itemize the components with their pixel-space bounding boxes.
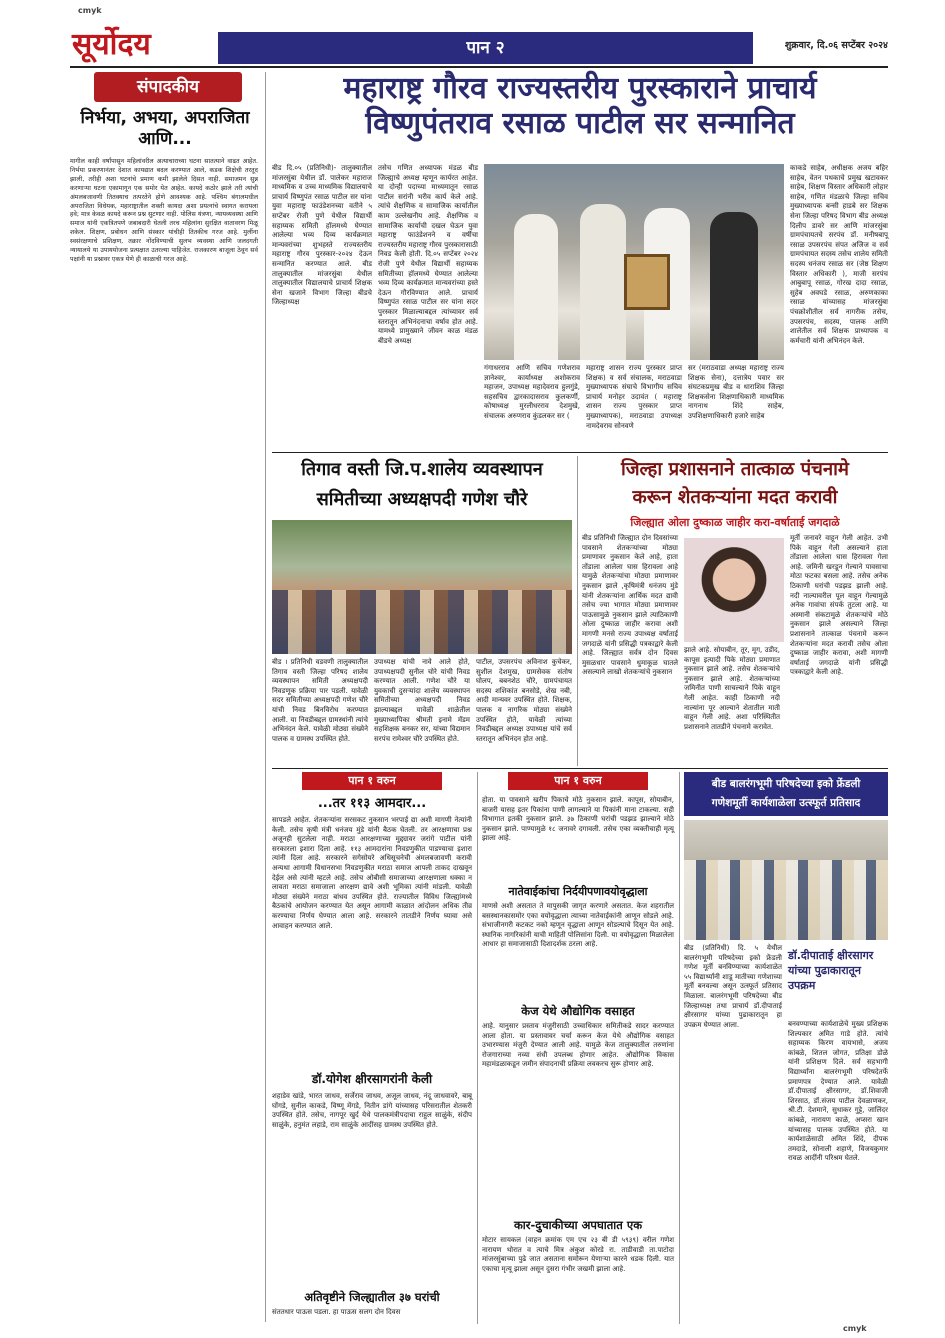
continuation-story-1 [272, 772, 475, 1324]
cont2-subheadline-1: नातेवाईकांचा निर्दयीपणावयोवृद्धाला [508, 885, 648, 898]
newspaper-logo: सूर्योदय [72, 27, 151, 62]
lead-column-1: बीड दि.०५ (प्रतिनिधी)- तालुक्यातील मांजरसुंबा येथील डॉ. पालेकर महाराज माध्यमिक व उच्च माध्यमिक विद्यालयाचे प्राचार्य विष्णुपंत रसाळ पाटील सर यांना युवा महाराष्ट्र फाउंडेशनच्या वतीने ५ सप्टेंबर रोजी पुणे येथील विद्यार्थी सहाय्यक समिती हॉलमध्ये घेण्यात आलेल्या भव्य दिव्य कार्यक्रमात मान्यवरांच्या शुभहस्ते राज्यस्तरीय महाराष्ट्र गौरव पुरस्कार-२०२४ देऊन सन्मानित करण्यात आले. बीड तालुक्यातील मांजरसुंबा येथील तालुक्यातील विद्यालयाचे प्राचार्य शिक्षक सेना खजाने विभाग जिल्हा बीडचे जिल्हाध्यक्ष [272, 164, 375, 307]
lead-headline-line-2: विष्णुपंतराव रसाळ पाटील सर सन्मानित [365, 106, 795, 141]
photo-crowd [272, 590, 572, 654]
continuation-tag: पान १ वरुन [302, 772, 442, 790]
cont1-divider [477, 772, 478, 1324]
school-committee-story [272, 456, 575, 766]
cont2-subheadline-2: केज येथे औद्योगिक वसाहत [521, 1004, 635, 1018]
lead-story [272, 71, 891, 460]
photo-children [684, 860, 888, 940]
lead-headline-line-1: महाराष्ट्र गौरव राज्यस्तरीय पुरस्काराने प्राचार्य [343, 71, 817, 106]
cont1-subbody-1: शहाडेव खांडे, भारत जाधव, सर्जेराव जाधव, अजूल जाधव, नंदू जाधवावरे, बाबू घोंगडे, सुनील काकडे, विष्णू मेंगडे, नितीन डांगे यांच्यासह परिसरातील शेतकरी उपस्थित होते. तसेच, नागपूर खुर्द येथे पालकमंत्रीपदाचा राहुल साळुंके, संदीप साळुंके, हनुमंत लहाडे, राम साळुंके आदींसह ग्रामस्थ उपस्थित होते. [272, 1092, 475, 1129]
editorial-body: मागील काही वर्षांपासून महिलांवरील अत्याचाराच्या घटना सातत्याने वाढत आहेत. निर्भया प्रकरणानंतर देशात कायद्यात बदल करण्यात आले, कडक शिक्षेची तरतूद झाली, तरीही अशा घटनांचे प्रमाण कमी झालेले दिसत नाही. समाजमन सुन्न करणाऱ्या घटना एकामागून एक समोर येत आहेत. कायदे कठोर झाले तरी त्यांची अंमलबजावणी तितक्याच तत्परतेने होणे आवश्यक आहे. पश्चिम बंगालमधील अपराजिता विधेयक, महाराष्ट्रातील शक्ती कायदा अशा प्रयत्नांचे स्वागत करायला हवे; मात्र केवळ कायदे करून प्रश्न सुटणार नाही. पोलिस यंत्रणा, न्यायव्यवस्था आणि समाज यांनी एकत्रितपणे जबाबदारी घेतली तरच महिलांना सुरक्षित वातावरण मिळू शकेल. शिक्षण, प्रबोधन आणि संस्कार यांचीही तितकीच गरज आहे. मुलींना स्वसंरक्षणाचे प्रशिक्षण, तक्रार नोंदविण्याची सुलभ व्यवस्था आणि जलदगती न्यायालये या उपाययोजना प्रत्यक्षात उतरल्या पाहिजेत. राजकारण बाजूला ठेवून सर्व पक्षांनी या प्रश्नावर एकत्र येणे ही काळाची गरज आहे. [70, 158, 261, 263]
editorial-title: निर्भया, अभया, अपराजिता आणि... [80, 108, 250, 149]
editorial-banner: संपादकीय [94, 72, 242, 102]
story3-headline-line-1: जिल्हा प्रशासनाने तात्काळ पंचनामे [621, 459, 849, 480]
story2-divider [577, 456, 578, 766]
story3-column-2: झाले आहे. सोयाबीन, तूर, मूग, उडीद, कापूस इत्यादी पिके मोठ्या प्रमाणात नुकसान झाले आहे. तसेच शेतकऱ्यांचे नुकसान झाले आहे. शेतकऱ्यांच्या जमिनीत पाणी साचल्याने पिके वाहून गेली आहेत. काही ठिकाणी नदी नाल्यांना पूर आल्याने शेतातील माती वाहून गेली आहे. अशा परिस्थितीत प्रशासनाने तातडीने पंचनामे करावेत. [684, 646, 783, 731]
lead-column-3a: गंगाधरराव आणि सचिव गणेशराव ज्ञानेश्वर, कार्याध्यक्ष अशोकराव महाजन, उपाध्यक्ष महादेवराव हुलगुंडे, सहसचिव द्वारकादासराव कुलकर्णी, कोषाध्यक्ष मुरलीधरराव देशमुखे, संचालक अरुणराव कुंडलकर सर ( [484, 364, 583, 420]
cont2-divider [679, 772, 680, 1324]
story4-headline-line-2: गणेशमूर्ती कार्यशाळेला उत्स्फूर्त प्रतिसाद [711, 797, 861, 809]
issue-date: शुक्रवार, दि.०६ सप्टेंबर २०२४ [784, 40, 888, 51]
lead-column-2: तसेच गणित अध्यापक मंडळ बीड जिल्ह्याचे अध्यक्ष म्हणून कार्यरत आहेत. या दोन्ही पदाच्या माध्यमातून रसाळ पाटील सरांनी भरीव कार्य केले आहे. त्यांचे शैक्षणिक व सामाजिक कार्यातील काम उल्लेखनीय आहे. शैक्षणिक व सामाजिक कार्याची दखल घेऊन युवा महाराष्ट्र फाउंडेशनने व वर्षीचा राज्यस्तरीय महाराष्ट्र गौरव पुरस्कारासाठी निवड केली होती. दि.०५ सप्टेंबर २०२४ रोजी पुणे येथील विद्यार्थी सहाय्यक समितीच्या हॉलमध्ये घेण्यात आलेल्या भव्य दिव्य कार्यक्रमात मान्यवरांच्या हस्ते देऊन गौरविण्यात आले. प्राचार्य विष्णुपंत रसाळ पाटील सर यांना सदर पुरस्कार मिळाल्याबद्दल त्यांच्यावर सर्व स्तरातून अभिनंदनाचा वर्षाव होत आहे. यामध्ये प्रामुख्याने जीवन काळ मंडळ बीडचे अध्यक्ष [378, 164, 481, 345]
cont1-subheadline-1: डॉ.योगेश क्षीरसागरांनी केली [311, 1072, 433, 1086]
photo-figure [580, 204, 626, 360]
masthead-rule [70, 66, 888, 68]
cont1-headline: ...तर ११३ आमदार... [317, 796, 427, 811]
story3-column-3: मूर्ती जनावरे वाहून गेली आहेत. उभी पिके वाहून गेली असल्याने हाता तोंडाला आलेला घास हिरावला गेला आहे. जमिनी खरडून गेल्याने पावसाचा मोठा फटका बसला आहे. तसेच अनेक ठिकाणी घरांची पडझड झाली आहे. नदी नाल्यावरील पूल वाहून गेल्यामुळे अनेक गावांचा संपर्क तुटला आहे. या अस्मानी संकटामुळे शेतकऱ्यांचे मोठे नुकसान झाले असल्याने जिल्हा प्रशासनाने तात्काळ पंचनामे करून शेतकऱ्यांना मदत करावी तसेच ओला दुष्काळ जाहीर करावा, अशी मागणी वर्षाताई जगदाळे यांनी प्रसिद्धी पत्रकाद्वारे केली आहे. [790, 534, 891, 677]
photo-figure [514, 214, 558, 360]
workshop-photo [684, 820, 888, 940]
continuation-story-2 [482, 772, 677, 1324]
story2-headline-line-2: समितीच्या अध्यक्षपदी गणेश चौरे [316, 489, 528, 510]
story2-column-1: बीड । प्रतिनिधी वडवणी तालुक्यातील तिगाव वस्ती जिल्हा परिषद शालेय व्यवस्थापन समिती अध्यक्षपदी निवडणूक प्रक्रिया पार पडली. यावेळी सदर समितीच्या अध्यक्षपदी गणेश चौरे यांची निवड बिनविरोध करण्यात आली. या निवडीबद्दल ग्रामस्थांनी त्यांचे अभिनंदन केले. यावेळी मोठ्या संख्येने पालक व ग्रामस्थ उपस्थित होते. [272, 658, 371, 743]
cont2-subbody-1: माणसे अशी असतात ते मापुसकी जागृत करणारे असतात. केज शहरातील बसस्थानकासमोर एका वयोवृद्धाला त्याच्या नातेवाईकांनी आणून सोडले आहे. संभाजीनगरी कटकट नको म्हणून वृद्धाला आणून सोडल्याचे दिसून येत आहे. स्थानिक नागरिकांनी याची माहिती पोलिसांना दिली. या वयोवृद्धाला मिळालेला आधार हा समाजासाठी दिशादर्शक ठरला आहे. [482, 902, 677, 949]
award-frame [624, 254, 670, 310]
cont1-subbody-2: संततधार पाऊस पडला. हा पाऊस सलग दोन दिवस [272, 1308, 401, 1316]
color-mark-top: cmyk [78, 6, 102, 15]
story4-column-2: बनवण्याच्या कार्यशाळेचे मुख्य प्रशिक्षक शिल्पकार अमित गाडे होते. त्यांचे सहाय्यक किरण वायभासे, अजय कांबळे, शितल जोगत, प्रतिक्षा डोळे यांनी प्रशिक्षण दिले. सर्व सहभागी विद्यार्थ्यांना बालरंगभूमी परिषदेतर्फे प्रमाणपत्र देण्यात आले. यावेळी डॉ.दीपाताई क्षीरसागर, डॉ.शिवाजी शिरसाठ, डॉ.संजय पाटील देवळाणकर, श्री.टी. देशमाने, सुधाकर गुट्टे, जालिंदर कांबळे, नारायण काळे, अप्सरा खान यांच्यासह पालक उपस्थित होते. या कार्यशाळेसाठी अमित शिंदे, दीपक तमदाडे, सोनाली शहाणे, विजयकुमार रावळ आदींनी परिश्रम घेतले. [788, 1020, 891, 1163]
story2-column-2: उपाध्यक्ष यांची नावे आले होते, उपाध्यक्षपदी सुनील चोरे यांची निवड करण्यात आली. गणेश चौरे या युवकाची दुसऱ्यांदा शालेय व्यवस्थापन समितीच्या अध्यक्षपदी निवड झाल्याबद्दल यावेळी शाळेतील मुख्याध्यापिका श्रीमती इनामे मॅडम सहशिक्षक बनकर सर, यांच्या विद्यमान सरपंच रामेश्वर चौरे उपस्थित होते. [374, 658, 473, 743]
page-number-banner: पान २ [218, 32, 753, 64]
photo-figure [710, 212, 758, 360]
mid-rule [272, 768, 888, 769]
story4-highlight-box: डॉ.दीपाताई क्षीरसागर यांच्या पुढाकारातून उपक्रम [788, 949, 874, 992]
continuation-tag: पान १ वरुन [508, 772, 648, 790]
ganesh-workshop-story [684, 772, 891, 1324]
story4-column-1: बीड (प्रतिनिधी) दि. ५ येथील बालरंगभूमी परिषदेच्या इको फ्रेंडली गणेश मूर्ती बनविण्याच्या कार्यशाळेत ५५ विद्यार्थ्यांनी शाडू मातीच्या गणेशाच्या मूर्ती बनवल्या असून उत्स्फूर्त प्रतिसाद मिळाला. बालरंगभूमी परिषदेच्या बीड जिल्हाध्यक्ष तथा प्राचार्य डॉ.दीपाताई क्षीरसागर यांच्या पुढाकारातून हा उपक्रम घेण्यात आला. [684, 944, 785, 1029]
cont2-body-1: होता. या पावसाने खरीप पिकाचे मोठे नुकसान झाले. कापूस, सोयाबीन, बाजरी यासह इतर पिकांना पाणी लागल्याने या पिकांनी माना टाकल्या. सही विभागात इतकी नुकसान झाले. ३७ ठिकाणी घरांची पडझड झाल्याने मोठे नुकसान झाले. पाण्यामुळे १८ जनावरे दगावली. तसेच एका व्यक्तीचाही मृत्यू झाला आहे. [482, 796, 677, 843]
cont1-body: सापडले आहेत. शेतकऱ्यांना सरसकट नुकसान भरपाई द्या अशी मागणी नेत्यांनी केली. तसेच कृषी मंत्री धनंजय मुंडे यांनी बैठक घेतली. तर आरक्षणाचा प्रश्न अजूनही सुटलेला नाही. मराठा आरक्षणाच्या मुद्द्यावर जरांगे पाटील यांनी सरकारला इशारा दिला आहे. ११३ आमदारांना निवडणुकीत पाडण्याचा इशारा त्यांनी दिला आहे. सरकारने सगेसोयरे अधिसूचनेची अंमलबजावणी करावी अन्यथा आगामी विधानसभा निवडणुकीत मराठा समाज आपली ताकद दाखवून देईल असे त्यांनी म्हटले आहे. तसेच ओबीसी समाजाच्या आरक्षणाला धक्का न लावता मराठा समाजाला आरक्षण द्यावे अशी भूमिका त्यांनी मांडली. यावेळी मोठ्या संख्येने मराठा बांधव उपस्थित होते. राज्यातील विविध जिल्ह्यांमध्ये बैठकांचे आयोजन करण्यात येत असून आगामी काळात आंदोलन अधिक तीव्र करण्याचा निर्णय घेण्यात आला आहे. सरकारने तातडीने निर्णय घ्यावा असे आवाहन करण्यात आले. [272, 816, 475, 930]
portrait-photo [684, 538, 784, 642]
cont1-subheadline-2: अतिवृष्टीने जिल्ह्यातील ३७ घरांची [304, 1290, 440, 1304]
editorial-divider [265, 72, 266, 1322]
story3-column-1: बीड प्रतिनिधी जिल्ह्यात दोन दिवसांच्या पावसाने शेतकऱ्यांच्या मोठ्या प्रमाणावर नुकसान केले आहे, हाता तोंडाला आलेला घास हिरावला आहे यामुळे शेतकऱ्यांचा मोठ्या प्रमाणावर नुकसान झाले ,कृषिमंत्री धनंजय मुंडे यांनी शेतकऱ्यांना आर्थिक मदत द्यावी तसेच ज्या भागात मोठ्या प्रमाणावर पाऊसामुळे नुकसान झाले त्याठिकाणी ओला दुष्काळ जाहीर करावा अशी मागणी मनसे राज्य उपाध्यक्ष वर्षाताई जगदाळे यांनी प्रसिद्धी पत्रकाद्वारे केली आहे. जिल्ह्यात सर्वत्र दोन दिवस मुसळधार पावसाने धुमाकूळ घातले असल्याने लाखो शेतकऱ्यांचे नुकसान [582, 534, 681, 677]
story3-headline-line-2: करून शेतकऱ्यांना मदत करावी [632, 487, 838, 508]
award-ceremony-photo [484, 164, 784, 360]
story3-subheadline: जिल्ह्यात ओला दुष्काळ जाहीर करा-वर्षाताई जगदाळे [630, 516, 840, 529]
cont2-subheadline-3: कार-दुचाकीच्या अपघातात एक [513, 1218, 643, 1232]
masthead [70, 24, 888, 68]
lead-column-4: काकडे साहेब, अधीक्षक अजय बहिर साहेब, वेतन पथकाचे प्रमुख खटावकर साहेब, शिक्षण विस्तार अधिकारी लोहार साहेब, गणित मंडळाचे जिल्हा सचिव मुख्याध्यापक बन्सी हाडबे सर शिक्षक सेना जिल्हा परिषद विभाग बीड अध्यक्ष दिलीप डावरे सर आणि मांजरसुंबा ग्रामपंचायतचे सरपंच डॉ. मनीषबापू रसाळ उपसरपंच संपत अजिज व सर्व ग्रामपंचायत सदस्य तसेच शालेय समिती सदस्य धनंजय रसाळ सर (जेष्ठ शिक्षण विस्तार अधिकारी ), माजी सरपंच आबुबापू रसाळ, गोरख दादा रसाळ, सुहेब अवघडे रसाळ, अरुणकाका रसाळ यांच्यासह मांजरसुंबा पंचक्रोशीतील सर्व नागरीक तसेच, उपसरपंच, सदस्य, पालक आणि शालेतील सर्व शिक्षक प्राध्यापक व कर्मचारी यांनी अभिनंदन केले. [790, 164, 891, 345]
editorial-section [70, 72, 260, 1324]
cont2-subbody-2: आहे. यानुसार प्रस्ताव मंजुरीसाठी उच्चाधिकार समितीकडे सादर करण्यात आला होता. या प्रस्तावावर चर्चा करून केज येथे औद्योगिक वसाहत उभारण्यास मंजुरी देण्यात आली आहे. यामुळे केज तालुक्यातील तरुणांना रोजगाराच्या नव्या संधी उपलब्ध होणार आहेत. औद्योगिक विकास महामंडळाकडून जमीन संपादनाची प्रक्रिया लवकरच सुरू होणार आहे. [482, 1022, 677, 1069]
lead-column-3b: महाराष्ट्र शासन राज्य पुरस्कार प्राप्त शिक्षक) व सर्व संचालक, मराठवाडा मुख्याध्यापक संघाचे विभागीय सचिव प्राचार्य मनोहर उदावंत ( महाराष्ट्र शासन राज्य पुरस्कार प्राप्त मुख्याध्यापक), मराठवाडा उपाध्यक्ष नामदेवराव सोनवणे [586, 364, 685, 430]
story2-column-3: पाटील, उपसरपंच अविनाश कुचेकर, सुशील देशमुख, ग्रामसेवक संतोष घोलप, बबनशेठ चौरे, ग्रामपंचायत सदस्य शशिकांत बनसोडे, शेख नबी, आदी मान्यवर उपस्थित होते. शिक्षक, पालक व नागरिक मोठ्या संख्येने उपस्थित होते, यावेळी त्यांच्या निवडीबद्दल अध्यक्ष उपाध्यक्ष यांचे सर्व स्तरातून अभिनंदन होत आहे. [476, 658, 575, 743]
school-group-photo [272, 520, 572, 654]
cont2-subbody-3: मोटार सायकल (वाहन क्रमांक एम एच २३ बी डी ५९३९) वरील गणेश नारायण थोरात व त्याचे मित्र अंकुश कोरडे रा. ताडीवाडी ता.पाटोदा मांजरसुंबाच्या पुढे जात असताना समोरून येणाऱ्या कारने धडक दिली. यात एकाचा मृत्यू झाला असून दुसरा गंभीर जखमी झाला आहे. [482, 1236, 677, 1273]
color-mark-bottom: cmyk [843, 1324, 867, 1333]
wet-drought-story [582, 456, 891, 766]
story2-headline-line-1: तिगाव वस्ती जि.प.शालेय व्यवस्थापन [301, 459, 543, 480]
lead-bottom-rule [272, 452, 888, 453]
story4-headline-line-1: बीड बालरंगभूमी परिषदेच्या इको फ्रेंडली [711, 778, 861, 790]
lead-column-3c: सर (मराठवाडा अध्यक्ष महाराष्ट्र राज्य शिक्षक सेना), दत्तात्रेय पवार सर संघटकप्रमुख बीड व धाराशिव जिल्हा शिक्षकसेना शिक्षणाधिकारी माध्यमिक नागनाथ शिंदे साहेब, उपशिक्षणाधिकारी हजारे साहेब [688, 364, 787, 420]
